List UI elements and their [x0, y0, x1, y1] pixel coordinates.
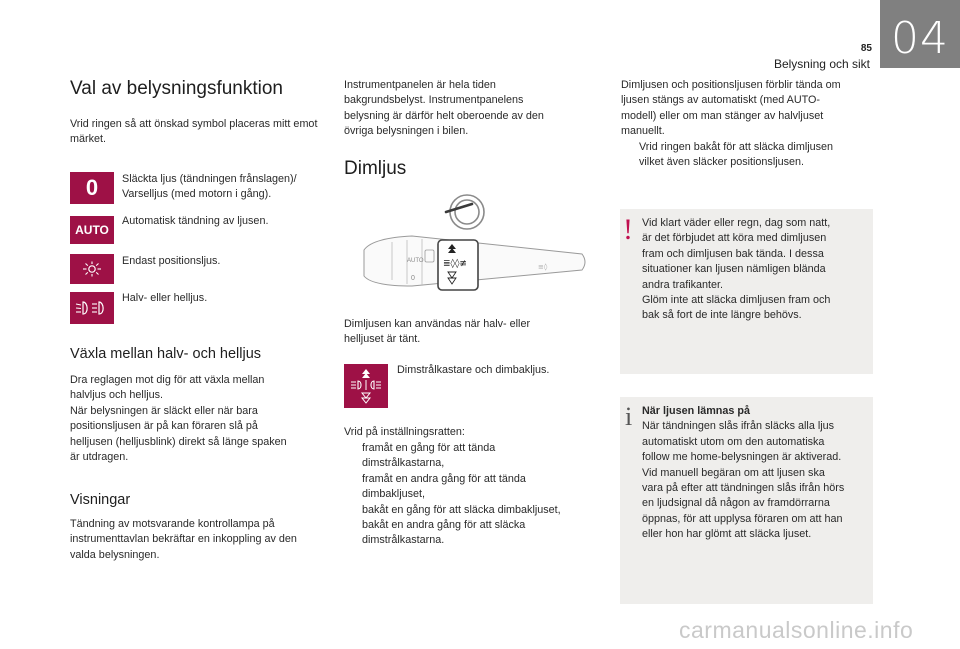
info-box — [620, 397, 873, 604]
auto-icon: AUTO — [70, 216, 114, 244]
switch-line: helljusen (helljusblink) direkt så länge spaken — [70, 435, 287, 448]
list-item-text — [362, 472, 526, 503]
warning-icon: ! — [623, 213, 633, 246]
col2-top-line: övriga belysningen i bilen. — [344, 125, 469, 138]
position-light-icon — [70, 254, 114, 284]
info-line: öppnas, för att upplysa föraren om att han — [642, 512, 843, 525]
warning-line: Glöm inte att släcka dimljusen fram och — [642, 294, 831, 307]
indicators-line: valda belysningen. — [70, 548, 160, 561]
info-line: follow me home-belysningen är aktiverad. — [642, 451, 842, 464]
bullet-icon — [344, 441, 362, 472]
warning-line: andra trafikanter. — [642, 278, 724, 291]
col3-top-line: modell) eller om man stänger av halvljuset — [621, 109, 824, 122]
list-item-line: framåt en andra gång för att tända — [362, 472, 526, 485]
item-off-text — [122, 172, 332, 203]
diagram-auto-label: AUTO — [407, 258, 424, 264]
list-item-text: bakåt en gång för att släcka dimbakljuset, — [362, 503, 561, 516]
switch-line: är utdragen. — [70, 451, 129, 464]
bullet-icon — [344, 503, 362, 518]
warning-line: situationer kan ljusen nämligen blända — [642, 263, 826, 276]
info-icon: i — [625, 402, 633, 431]
info-line: vara på efter att tändningen slås ifrån hörs — [642, 482, 845, 495]
watermark: carmanualsonline.info — [679, 617, 914, 643]
warning-line: fram och dimljusen bak tända. I dessa — [642, 247, 824, 260]
switch-heading: Växla mellan halv- och helljus — [70, 346, 262, 362]
warning-box — [620, 209, 873, 374]
page-number: 85 — [860, 43, 872, 54]
info-text — [642, 404, 870, 543]
page-title: Val av belysningsfunktion — [70, 78, 283, 99]
warning-line: är det förbjudet att köra med dimljusen — [642, 232, 827, 245]
list-item — [344, 518, 594, 549]
indicators-line: instrumenttavlan bekräftar en inkoppling av den — [70, 533, 297, 546]
info-line: automatiskt utom om den automatiska — [642, 435, 825, 448]
warning-line: Vid klart väder eller regn, dag som natt, — [642, 217, 831, 229]
list-item-text — [362, 518, 525, 549]
col3-top-line: ljusen stängs av automatiskt (med AUTO- — [621, 94, 821, 107]
list-item-line: vilket även släcker positionsljusen. — [639, 156, 805, 169]
off-icon: 0 — [70, 172, 114, 204]
list-item — [344, 441, 594, 472]
steering-wheel-icon — [450, 195, 484, 229]
section-title: Belysning och sikt — [773, 57, 870, 71]
svg-text:≣◊◊≢: ≣◊◊≢ — [443, 259, 467, 269]
item-headlight-text: Halv- eller helljus. — [122, 292, 208, 304]
item-position-text: Endast positionsljus. — [122, 255, 221, 267]
info-title: När ljusen lämnas på — [642, 405, 751, 417]
info-line: en ljudsignal då någon av framdörrarna — [642, 497, 830, 510]
warning-line: bak så fort de inte längre behövs. — [642, 309, 802, 322]
bullet-icon — [621, 140, 639, 171]
ring-intro: Vrid på inställningsratten: — [344, 426, 465, 438]
fog-item-label: Dimstrålkastare och dimbakljus. — [397, 364, 550, 376]
warning-text — [642, 216, 868, 324]
diagram-zero-label: 0 — [411, 275, 415, 282]
light-stalk-diagram — [352, 190, 592, 305]
col3-top-line: Dimljusen och positionsljusen förblir tända om — [621, 79, 841, 91]
info-line: När tändningen slås ifrån släcks alla ljus — [642, 420, 835, 433]
item-auto-text: Automatisk tändning av ljusen. — [122, 215, 269, 227]
list-item-line: dimstrålkastarna. — [362, 534, 445, 547]
fog-intro-line: helljuset är tänt. — [344, 333, 421, 346]
list-item-line: bakåt en andra gång för att släcka — [362, 519, 526, 532]
col2-top-line: Instrumentpanelen är hela tiden — [344, 79, 496, 91]
fog-heading: Dimljus — [344, 158, 407, 179]
switch-line: När belysningen är släckt eller när bara — [70, 404, 258, 417]
list-item-text — [362, 441, 495, 472]
indicators-line: Tändning av motsvarande kontrollampa på — [70, 518, 275, 530]
chapter-tab: 04 — [880, 0, 960, 68]
info-line: Vid manuell begäran om att ljusen ska — [642, 466, 825, 479]
col2-top-text — [344, 78, 594, 140]
col3-top-text — [621, 78, 877, 170]
indicators-heading: Visningar — [70, 492, 131, 508]
list-item — [344, 503, 594, 518]
col3-top-line: manuellt. — [621, 125, 665, 138]
item-off-line1: Släckta ljus (tändningen frånslagen)/ — [122, 173, 297, 185]
fog-lights-icon — [344, 364, 388, 408]
list-item — [621, 140, 877, 171]
item-off-line2: Varselljus (med motorn i gång). — [122, 188, 272, 201]
headlight-icon — [70, 292, 114, 324]
list-item-text — [639, 140, 833, 171]
switch-line: Dra reglagen mot dig för att växla mellan — [70, 374, 265, 386]
list-item — [344, 472, 594, 503]
list-item-line: dimbakljuset, — [362, 488, 426, 501]
fog-intro — [344, 317, 594, 348]
list-item-line: framåt en gång för att tända — [362, 442, 496, 454]
bullet-icon — [344, 518, 362, 549]
svg-text:≡◊: ≡◊ — [538, 263, 548, 271]
col2-top-line: bakgrundsbelyst. Instrumentpanelens — [344, 94, 524, 107]
switch-line: halvljus och helljus. — [70, 389, 164, 402]
list-item-line: Vrid ringen bakåt för att släcka dimljusen — [639, 140, 834, 153]
col2-top-line: belysning är därför helt oberoende av den — [344, 109, 544, 122]
fog-bullet-list — [344, 441, 594, 549]
fog-intro-line: Dimljusen kan användas när halv- eller — [344, 318, 531, 330]
col1-intro: Vrid ringen så att önskad symbol placeras mitt emot märket. — [70, 118, 318, 146]
switch-line: positionsljusen är på kan föraren slå på — [70, 420, 258, 433]
bullet-icon — [344, 472, 362, 503]
list-item-line: dimstrålkastarna, — [362, 457, 445, 470]
switch-text — [70, 373, 332, 465]
info-line: eller hon har glömt att släcka ljuset. — [642, 528, 812, 541]
indicators-text — [70, 517, 332, 563]
